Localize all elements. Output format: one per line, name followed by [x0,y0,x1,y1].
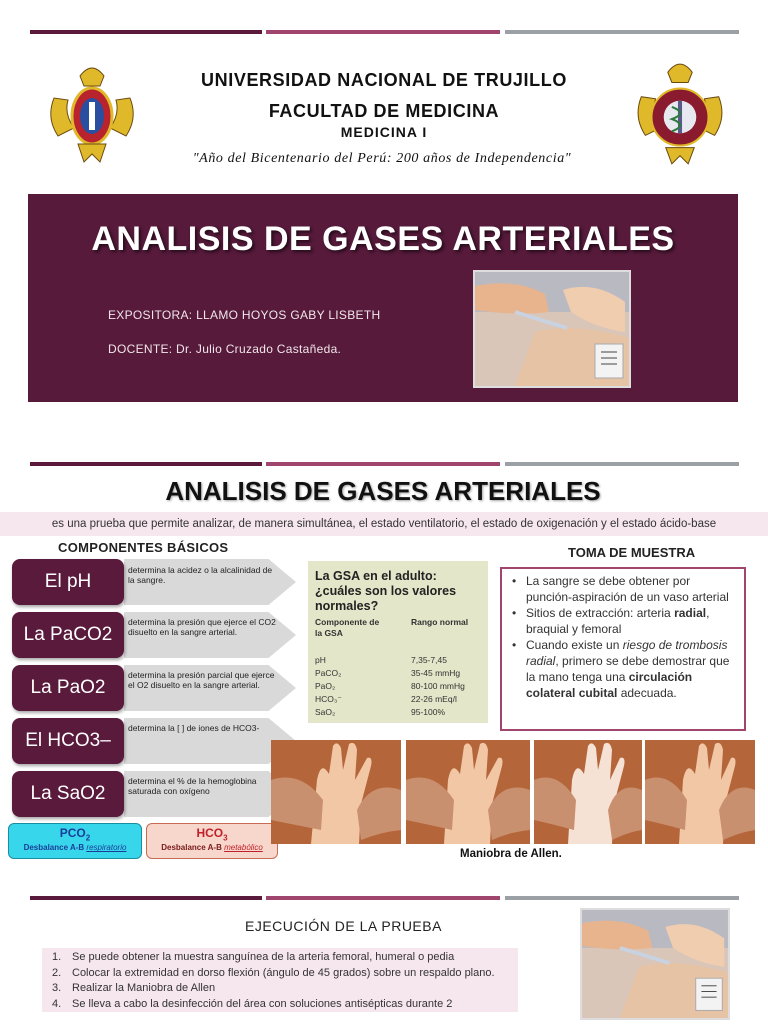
gsa-cell: 35-45 mmHg [411,668,461,678]
component-paco2: La PaCO2 [12,612,124,658]
component-sao2: La SaO2 [12,771,124,817]
teacher-line: DOCENTE: Dr. Julio Cruzado Castañeda. [108,342,342,356]
puncture-photo-2 [580,908,730,1020]
components-heading: COMPONENTES BÁSICOS [58,540,229,555]
gsa-cell: PaO₂ [315,681,336,691]
gsa-cell: 95-100% [411,707,446,717]
gsa-normal-values-table [308,561,488,723]
cover-title: ANALISIS DE GASES ARTERIALES [91,220,675,258]
sample-text: Cuando existe un [526,638,623,652]
top-divider-gray [505,30,739,34]
university-name: UNIVERSIDAD NACIONAL DE TRUJILLO [201,70,567,90]
step-number: 4. [52,997,62,1010]
component-desc: determina la acidez o la alcalinidad de la sangre. [128,565,273,585]
sample-bullet [510,605,738,637]
faculty-name: FACULTAD DE MEDICINA [268,101,500,121]
badge-sub: 2 [85,833,91,843]
gsa-cell: SaO₂ [315,707,336,717]
gsa-cell: pH [315,655,326,665]
sample-text: La sangre se debe obtener por punción-aspiración de un vaso arterial [526,574,729,604]
cover-banner [28,194,738,402]
badge-type: metabólico [224,843,263,853]
badge-type: respiratorio [86,843,127,853]
procedure-step [52,966,512,982]
pco2-badge [8,823,142,859]
sample-box [500,567,746,731]
sample-italic: riesgo de trombosis radial [526,638,728,668]
gsa-cell: 80-100 mmHg [411,681,465,691]
step-text: Se puede obtener la muestra sanguínea de la arteria femoral, humeral o pedia [72,951,455,963]
top-divider-plum [30,30,262,34]
slide3-divider-mauve [266,896,500,900]
allen-photo-4 [645,740,755,844]
badge-name: HCO [196,826,224,840]
procedure-step [52,981,512,997]
sample-bold: radial [674,606,707,620]
sample-bullet [510,573,738,605]
badge-name: PCO [59,826,86,840]
top-divider-mauve [266,30,500,34]
component-desc: determina la [ ] de iones de HCO3- [128,723,260,733]
slide3-divider-gray [505,896,739,900]
step-number: 2. [52,966,62,979]
motto: "Año del Bicentenario del Perú: 200 años de Independencia" [192,151,572,166]
sample-text: , primero se debe demostrar que la mano tenga una [526,654,730,684]
step-number: 3. [52,982,62,994]
hco3-badge [146,823,278,859]
procedure-heading: EJECUCIÓN DE LA PRUEBA [245,918,442,934]
procedure-step [52,950,512,966]
gsa-cell: 22-26 mEq/l [411,694,457,704]
slide2-divider-mauve [266,462,500,466]
allen-photo-1 [271,740,401,844]
slide3-divider-plum [30,896,262,900]
sample-text: , braquial y femoral [526,606,710,636]
allen-photo-3 [534,740,642,844]
sample-bold: circulación colateral cubital [526,670,693,700]
arterial-puncture-photo [473,270,631,388]
component-desc: determina la presión parcial que ejerce el O2 disuelto en la sangre arterial. [128,670,275,690]
definition-text: es una prueba que permite analizar, de manera simultánea, el estado ventilatorio, el estado de oxigenación y el estado ácido-base [0,512,768,536]
badge-line: Desbalance A-B [161,843,225,853]
step-text: Colocar la extremidad en dorso flexión (ángulo de 45 grados) sobre un respaldo plano. [72,966,495,979]
component-pao2: La PaO2 [12,665,124,711]
component-hco3: El HCO3– [12,718,124,764]
gsa-cell: 7,35-7,45 [411,655,447,665]
slide2-divider-gray [505,462,739,466]
step-text: Se lleva a cabo la desinfección del área con soluciones antisépticas durante 2 [72,997,453,1010]
gsa-col-component: Componente de la GSA [315,617,380,638]
slide2-divider-plum [30,462,262,466]
sample-bullet [510,637,738,701]
component-ph: El pH [12,559,124,605]
badge-sub: 3 [223,833,228,843]
component-desc: determina la presión que ejerce el CO2 disuelto en la sangre arterial. [128,617,276,637]
gsa-cell: HCO₃⁻ [315,694,342,704]
allen-photo-2 [406,740,530,844]
gsa-col-range: Rango normal [411,617,469,627]
step-text: Realizar la Maniobra de Allen [72,982,216,994]
gsa-cell: PaCO₂ [315,668,342,678]
component-desc: determina el % de la hemoglobina saturada con oxígeno [128,776,257,796]
procedure-steps [42,948,518,1012]
course-name: MEDICINA I [340,124,428,140]
badge-line: Desbalance A-B [23,843,87,853]
slide2-title: ANALISIS DE GASES ARTERIALES [165,476,601,506]
sample-heading: TOMA DE MUESTRA [568,545,696,560]
step-number: 1. [52,951,62,963]
presenter-line: EXPOSITORA: LLAMO HOYOS GABY LISBETH [108,308,381,322]
allen-caption: Maniobra de Allen. [460,848,562,860]
procedure-step [52,997,512,1013]
gsa-title: La GSA en el adulto: ¿cuáles son los valores normales? [315,569,457,613]
sample-text: Sitios de extracción: arteria [526,606,675,620]
sample-text: adecuada. [617,686,677,700]
